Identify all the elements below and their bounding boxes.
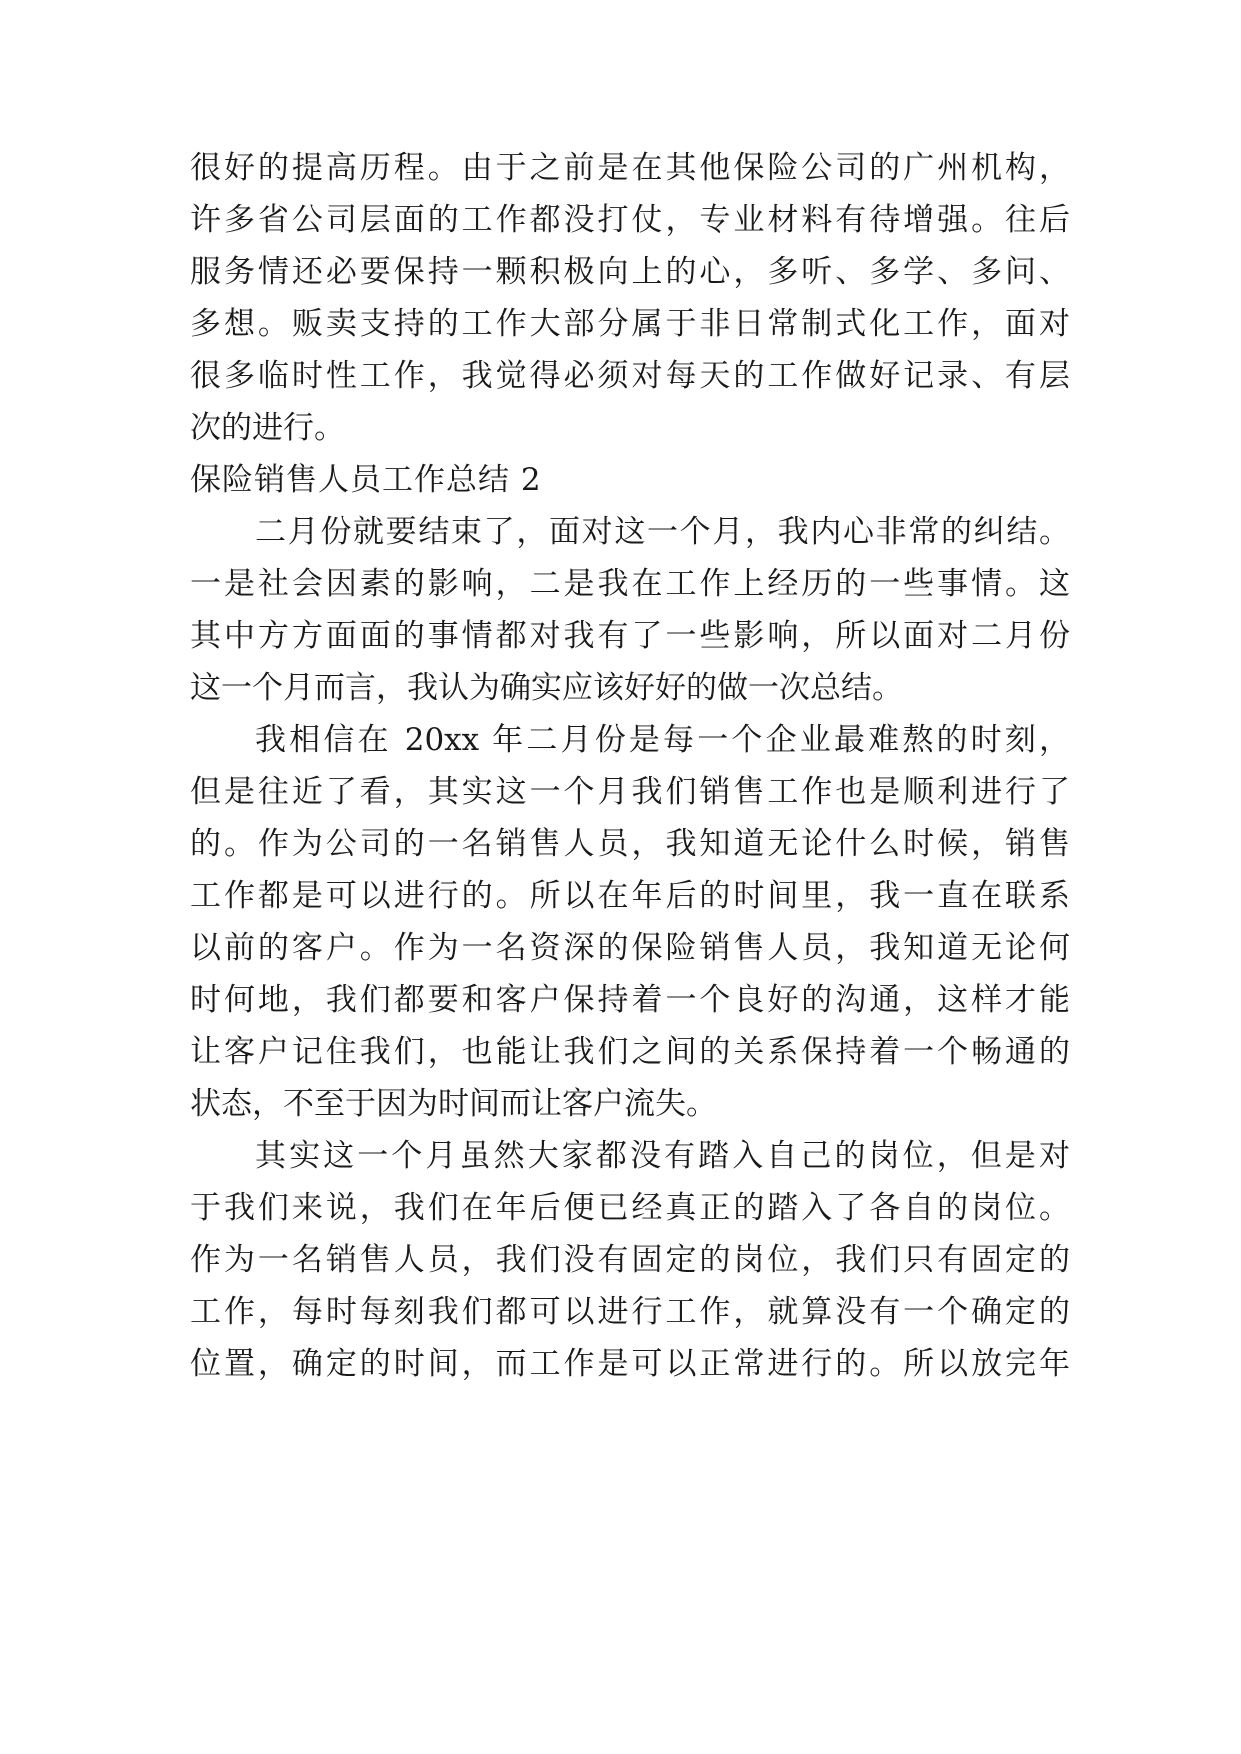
- section-heading: 保险销售人员工作总结 2: [190, 462, 542, 498]
- text-line: 二月份就要结束了，面对这一个月，我内心非常的纠结。: [255, 514, 1070, 550]
- text-line: 多想。贩卖支持的工作大部分属于非日常制式化工作，面对: [190, 306, 1070, 342]
- text-line: 许多省公司层面的工作都没打仗，专业材料有待增强。往后: [190, 202, 1070, 238]
- text-line: 以前的客户。作为一名资深的保险销售人员，我知道无论何: [190, 930, 1070, 966]
- text-line: 很多临时性工作，我觉得必须对每天的工作做好记录、有层: [190, 358, 1070, 394]
- text-line: 的。作为公司的一名销售人员，我知道无论什么时候，销售: [190, 826, 1070, 862]
- text-line: 于我们来说，我们在年后便已经真正的踏入了各自的岗位。: [190, 1190, 1070, 1226]
- text-line: 次的进行。: [190, 410, 345, 446]
- text-line: 工作都是可以进行的。所以在年后的时间里，我一直在联系: [190, 878, 1070, 914]
- text-line: 位置，确定的时间，而工作是可以正常进行的。所以放完年: [190, 1346, 1070, 1382]
- text-line: 我相信在 20xx 年二月份是每一个企业最难熬的时刻，: [255, 722, 1070, 758]
- text-line: 工作，每时每刻我们都可以进行工作，就算没有一个确定的: [190, 1294, 1070, 1330]
- text-line: 让客户记住我们，也能让我们之间的关系保持着一个畅通的: [190, 1034, 1070, 1070]
- text-line: 但是往近了看，其实这一个月我们销售工作也是顺利进行了: [190, 774, 1070, 810]
- text-line: 其实这一个月虽然大家都没有踏入自己的岗位，但是对: [255, 1138, 1070, 1174]
- text-line: 很好的提高历程。由于之前是在其他保险公司的广州机构，: [190, 150, 1070, 186]
- text-line: 这一个月而言，我认为确实应该好好的做一次总结。: [190, 670, 903, 706]
- text-line: 时何地，我们都要和客户保持着一个良好的沟通，这样才能: [190, 982, 1070, 1018]
- text-line: 服务情还必要保持一颗积极向上的心，多听、多学、多问、: [190, 254, 1070, 290]
- text-line: 作为一名销售人员，我们没有固定的岗位，我们只有固定的: [190, 1242, 1070, 1278]
- text-line: 一是社会因素的影响，二是我在工作上经历的一些事情。这: [190, 566, 1070, 602]
- text-line: 其中方方面面的事情都对我有了一些影响，所以面对二月份: [190, 618, 1070, 654]
- text-line: 状态，不至于因为时间而让客户流失。: [190, 1086, 717, 1122]
